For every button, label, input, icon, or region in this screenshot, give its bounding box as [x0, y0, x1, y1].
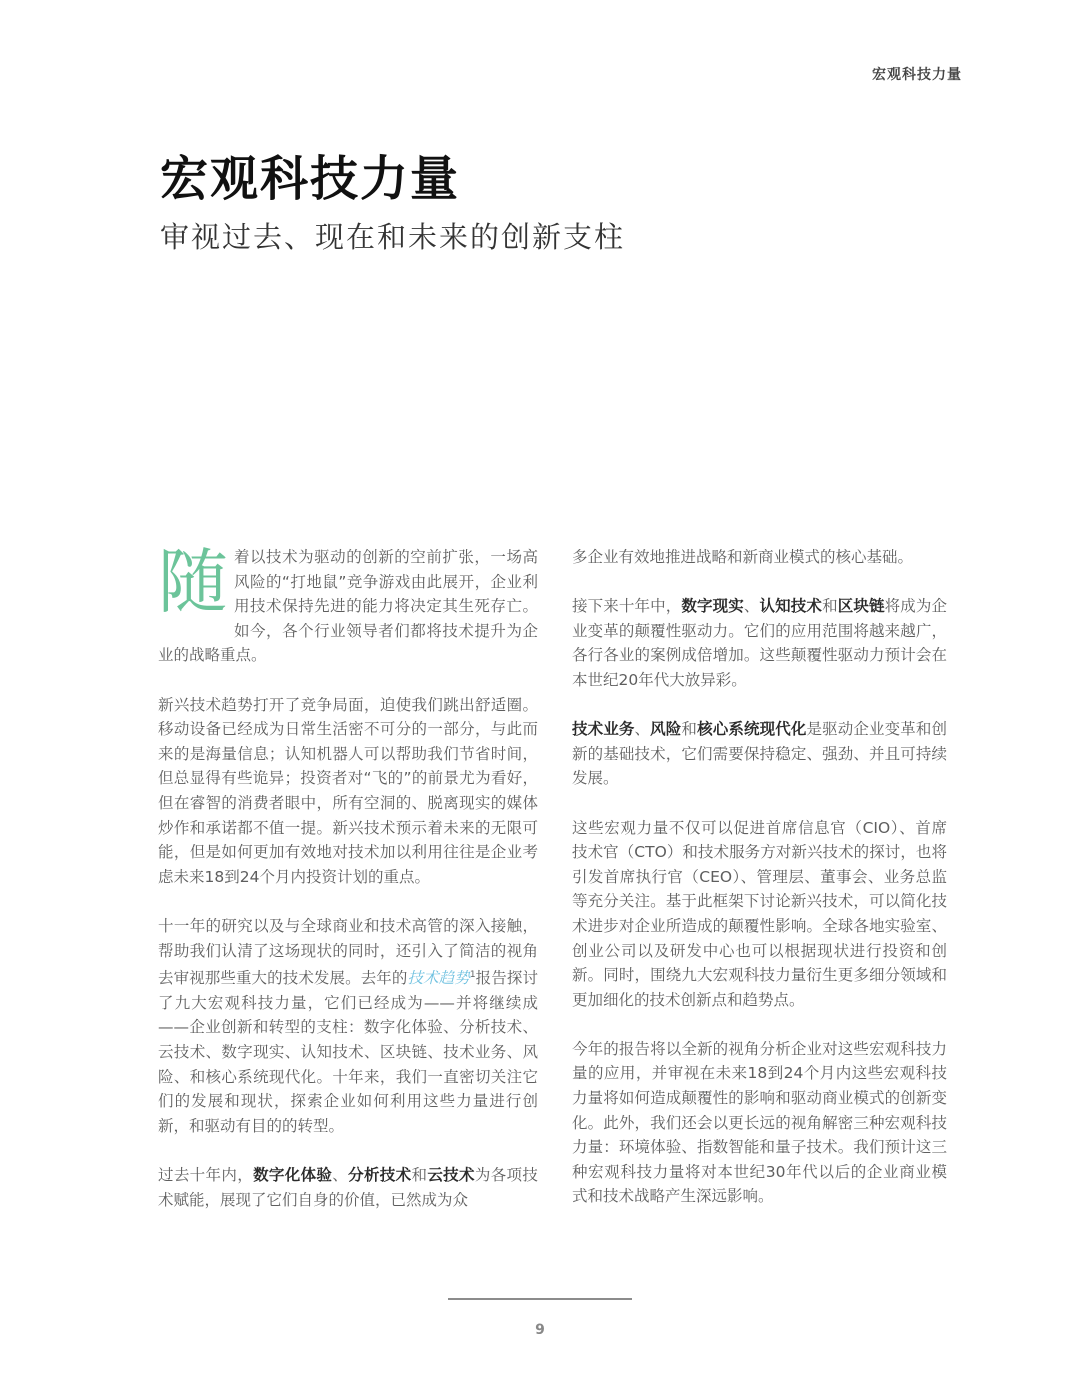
running-header: 宏观科技力量 [872, 67, 962, 83]
bold-term: 云技术 [427, 1166, 475, 1184]
text: 和 [681, 720, 698, 739]
text: 接下来十年中， [572, 597, 682, 616]
left-column [158, 541, 538, 1237]
text: 和 [411, 1166, 428, 1184]
text: 将成为企业变革的颠覆性驱动力。它们的应用范围将越来越广，各行各业的案例成倍增加。这些颠覆性驱动力预计会在本世纪20年代大放异彩。 [572, 597, 947, 689]
page-subtitle: 审视过去、现在和未来的创新支柱 [160, 220, 626, 254]
bold-term: 风险 [650, 720, 682, 739]
text: 过去十年内， [158, 1166, 254, 1184]
bold-term: 认知技术 [759, 597, 823, 616]
intro-text: 着以技术为驱动的创新的空前扩张，一场高风险的“打地鼠”竞争游戏由此展开，企业利用技术保持先进的能力将决定其生死存亡。如今，各个行业领导者们都将技术提升为企业的战略重点。 [158, 548, 538, 665]
paragraph-research [158, 914, 538, 1139]
intro-paragraph [158, 541, 538, 668]
paragraph-text: 十一年的研究以及与全球商业和技术高管的深入接触，帮助我们认清了这场现状的同时，还引入了简洁的视角去审视那些重大的技术发展。去年的 [158, 916, 538, 988]
paragraph-continuation: 多企业有效地推进战略和新商业模式的核心基础。 [572, 548, 914, 566]
paragraph-foundation [572, 717, 947, 791]
bold-term: 数字化体验 [253, 1166, 333, 1184]
bold-term: 区块链 [837, 597, 885, 616]
footer-divider [448, 1298, 632, 1300]
text: 、 [743, 597, 760, 616]
text: 、 [634, 720, 651, 739]
text: 为各项技术赋能，展现了它们自身的价值，已然成为众 [158, 1166, 538, 1209]
paragraph-emerging-trends: 新兴技术趋势打开了竞争局面，迫使我们跳出舒适圈。移动设备已经成为日常生活密不可分的一部分，与此而来的是海量信息；认知机器人可以帮助我们节省时间，但总显得有些诡异；投资者对“飞的”的前景尤为看好，但在睿智的消费者眼中，所有空洞的、脱离现实的媒体炒作和承诺都不值一提。新兴技术预示着未来的无限可能，但是如何更加有效地对技术加以利用往往是企业考虑未来18到24个月内投资计划的重点。 [158, 695, 538, 886]
paragraph-text: 报告探讨了九大宏观科技力量，它们已经成为——并将继续成——企业创新和转型的支柱：数字化体验、分析技术、云技术、数字现实、认知技术、区块链、技术业务、风险、和核心系统现代化。十年来，我们一直密切关注它们的发展和现状，探索企业如何利用这些力量进行创新，和驱动有目的的转型。 [158, 969, 538, 1135]
text: 和 [822, 597, 838, 616]
text: 是驱动企业变革和创新的基础技术，它们需要保持稳定、强劲、并且可持续发展。 [572, 720, 947, 788]
bold-term: 核心系统现代化 [697, 720, 807, 739]
paragraph-this-year: 今年的报告将以全新的视角分析企业对这些宏观科技力量的应用，并审视在未来18到24个月内这些宏观科技力量将如何造成颠覆性的影响和驱动商业模式的创新变化。此外，我们还会以更长远的视角解密三种宏观科技力量：环境体验、指数智能和量子技术。我们预计这三种宏观科技力量将对本世纪30年代以后的企业商业模式和技术战略产生深远影响。 [572, 1039, 947, 1206]
drop-cap: 随 [158, 541, 228, 623]
footnote-marker[interactable]: 1 [469, 970, 476, 981]
bold-term: 分析技术 [348, 1166, 412, 1184]
bold-term: 技术业务 [572, 720, 635, 739]
right-column [572, 545, 947, 1234]
paragraph-past-decade [158, 1163, 538, 1212]
tech-trends-link[interactable]: 技术趋势 [407, 969, 470, 988]
bold-term: 数字现实 [681, 597, 744, 616]
page-number: 9 [535, 1322, 545, 1338]
page-title: 宏观科技力量 [160, 151, 461, 207]
paragraph-next-decade [572, 594, 947, 692]
paragraph-executives: 这些宏观力量不仅可以促进首席信息官（CIO）、首席技术官（CTO）和技术服务方对新兴技术的探讨，也将引发首席执行官（CEO）、管理层、董事会、业务总监等充分关注。基于此框架下讨论新兴技术，可以简化技术进步对企业所造成的颠覆性影响。全球各地实验室、创业公司以及研发中心也可以根据现状进行投资和创新。同时，围绕九大宏观科技力量衍生更多细分领域和更加细化的技术创新点和趋势点。 [572, 818, 947, 1009]
text: 、 [332, 1166, 349, 1184]
